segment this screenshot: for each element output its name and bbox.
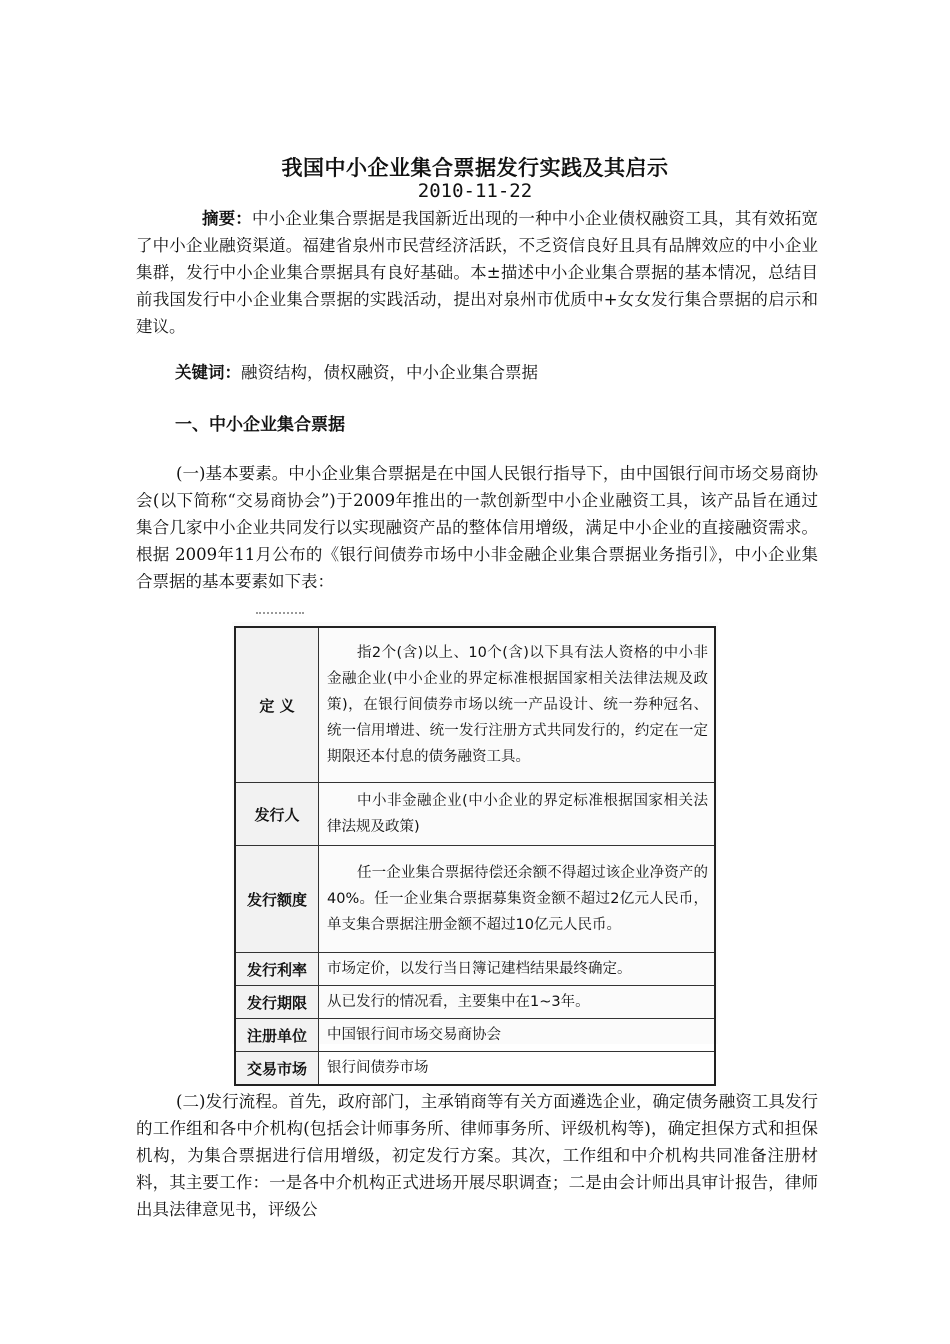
table-key-cell: 交易市场 <box>235 1052 319 1086</box>
scan-artifact <box>256 612 304 618</box>
table-key-cell: 发行人 <box>235 783 319 846</box>
table-key-cell: 发行期限 <box>235 986 319 1019</box>
document-title: 我国中小企业集合票据发行实践及其启示 <box>281 155 669 180</box>
abstract-text: 中小企业集合票据是我国新近出现的一种中小企业债权融资工具，其有效拓宽了中小企业融资渠道。福建省泉州市民营经济活跃，不乏资信良好且具有品牌效应的中小企业集群，发行中小企业集合票据具有良好基础。本±描述中小企业集合票据的基本情况，总结目前我国发行中小企业集合票据的实践活动，提出对泉州市优质中+女女发行集合票据的启示和建议。 <box>136 209 819 336</box>
body-paragraph-2: (二)发行流程。首先，政府部门，主承销商等有关方面遴选企业，确定债务融资工具发行的工作组和各中介机构(包括会计师事务所、律师事务所、评级机构等)，确定担保方式和担保机构，为集合票据进行信用增级，初定发行方案。其次，工作组和中介机构共同准备注册材料，其主要工作：一是各中介机构正式进场开展尽职调查；二是由会计师出具审计报告，律师出具法律意见书，评级公 <box>136 1092 818 1219</box>
document-date: 2010-11-22 <box>417 180 533 202</box>
keywords-label: 关键词： <box>175 363 241 382</box>
keywords-text: 融资结构，债权融资，中小企业集合票据 <box>241 363 538 382</box>
table-row <box>235 1019 715 1052</box>
table-row <box>235 1052 715 1086</box>
table-value-cell: 从已发行的情况看，主要集中在1~3年。 <box>319 986 716 1019</box>
table-row <box>235 846 715 953</box>
table-value-cell: 指2个(含)以上、10个(含)以下具有法人资格的中小非金融企业(中小企业的界定标准根据国家相关法律法规及政策)，在银行间债券市场以统一产品设计、统一券种冠名、统一信用增进、统一发行注册方式共同发行的，约定在一定期限还本付息的债务融资工具。 <box>319 627 716 783</box>
table-value-cell: 任一企业集合票据待偿还余额不得超过该企业净资产的40%。任一企业集合票据募集资金额不超过2亿元人民币，单支集合票据注册金额不超过10亿元人民币。 <box>319 846 716 953</box>
keywords-paragraph <box>175 359 815 386</box>
table-value-cell: 银行间债券市场 <box>319 1052 716 1086</box>
table-key-cell: 发行额度 <box>235 846 319 953</box>
table-value-cell: 中国银行间市场交易商协会 <box>319 1019 716 1052</box>
table-row <box>235 783 715 846</box>
table-row <box>235 953 715 986</box>
table-key-cell: 定 义 <box>235 627 319 783</box>
table-value-cell: 市场定价，以发行当日簿记建档结果最终确定。 <box>319 953 716 986</box>
table-row <box>235 986 715 1019</box>
table-key-cell: 发行利率 <box>235 953 319 986</box>
basic-elements-table <box>234 626 716 1086</box>
table-row <box>235 627 715 783</box>
abstract-label: 摘要： <box>202 209 252 228</box>
table-value-cell: 中小非金融企业(中小企业的界定标准根据国家相关法律法规及政策) <box>319 783 716 846</box>
abstract-paragraph <box>136 205 818 340</box>
table-key-cell: 注册单位 <box>235 1019 319 1052</box>
section-heading: 一、中小企业集合票据 <box>175 415 345 435</box>
body-paragraph-1: (一)基本要素。中小企业集合票据是在中国人民银行指导下，由中国银行间市场交易商协会(以下简称“交易商协会”)于2009年推出的一款创新型中小企业融资工具，该产品旨在通过集合几家中小企业共同发行以实现融资产品的整体信用增级，满足中小企业的直接融资需求。根据 2009年11月公布的《银行间债券市场中小非金融企业集合票据业务指引》，中小企业集合票据的基本要素如下表： <box>136 464 818 591</box>
